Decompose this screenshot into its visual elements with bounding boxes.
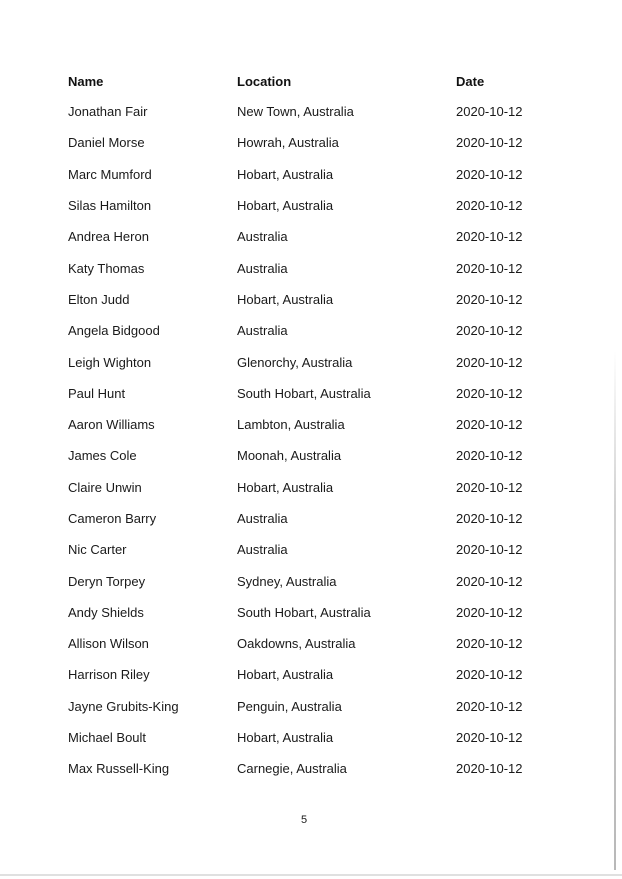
- table-row: [60, 190, 564, 221]
- scan-shadow-edge: [614, 350, 616, 870]
- cell-name: Andy Shields: [68, 604, 144, 620]
- cell-date: 2020-10-12: [456, 636, 523, 652]
- cell-location: Oakdowns, Australia: [237, 636, 356, 652]
- cell-location: Moonah, Australia: [237, 448, 342, 464]
- cell-location: Australia: [237, 260, 288, 276]
- table-row: [60, 96, 564, 127]
- cell-date: 2020-10-12: [456, 698, 523, 714]
- table-row: [60, 503, 564, 534]
- table-row: [60, 597, 564, 628]
- header-name: Name: [68, 73, 104, 89]
- scan-shadow-bottom: [0, 874, 622, 876]
- cell-name: Michael Boult: [68, 730, 147, 746]
- cell-name: Max Russell-King: [68, 761, 170, 777]
- cell-location: Hobart, Australia: [237, 479, 334, 495]
- cell-location: Australia: [237, 229, 288, 245]
- cell-name: James Cole: [68, 448, 137, 464]
- cell-name: Elton Judd: [68, 291, 130, 307]
- cell-name: Andrea Heron: [68, 229, 149, 245]
- cell-location: Carnegie, Australia: [237, 761, 347, 777]
- table-row: [60, 221, 564, 252]
- signatories-table: [60, 66, 564, 785]
- cell-name: Deryn Torpey: [68, 573, 146, 589]
- cell-date: 2020-10-12: [456, 291, 523, 307]
- page-number: 5: [300, 814, 308, 826]
- cell-location: Hobart, Australia: [237, 667, 334, 683]
- cell-location: New Town, Australia: [237, 104, 354, 120]
- table-row: [60, 628, 564, 659]
- table-row: [60, 346, 564, 377]
- table-row: [60, 159, 564, 190]
- cell-name: Nic Carter: [68, 542, 127, 558]
- header-date: Date: [456, 73, 485, 89]
- cell-date: 2020-10-12: [456, 511, 523, 526]
- cell-name: Marc Mumford: [68, 166, 152, 182]
- cell-name: Allison Wilson: [68, 636, 149, 652]
- cell-date: 2020-10-12: [456, 573, 523, 589]
- table-row: [60, 315, 564, 346]
- cell-name: Paul Hunt: [68, 385, 126, 401]
- cell-location: Penguin, Australia: [237, 698, 342, 714]
- cell-name: Cameron Barry: [68, 511, 157, 526]
- cell-name: Claire Unwin: [68, 479, 142, 495]
- cell-date: 2020-10-12: [456, 229, 523, 245]
- cell-location: Hobart, Australia: [237, 730, 334, 746]
- cell-date: 2020-10-12: [456, 198, 523, 214]
- cell-date: 2020-10-12: [456, 166, 523, 182]
- cell-location: Glenorchy, Australia: [237, 354, 353, 370]
- cell-location: South Hobart, Australia: [237, 385, 371, 401]
- cell-location: Howrah, Australia: [237, 135, 339, 151]
- cell-location: Hobart, Australia: [237, 166, 334, 182]
- table-row: [60, 722, 564, 753]
- cell-location: Australia: [237, 542, 288, 558]
- table-row: [60, 127, 564, 158]
- table-row: [60, 440, 564, 471]
- table-row: [60, 534, 564, 565]
- table-row: [60, 659, 564, 690]
- cell-date: 2020-10-12: [456, 730, 523, 746]
- table-body: [60, 96, 564, 785]
- cell-date: 2020-10-12: [456, 135, 523, 151]
- cell-name: Silas Hamilton: [68, 198, 152, 214]
- table-row: [60, 565, 564, 596]
- cell-name: Katy Thomas: [68, 260, 145, 276]
- table-row: [60, 691, 564, 722]
- cell-name: Leigh Wighton: [68, 354, 152, 370]
- cell-date: 2020-10-12: [456, 260, 523, 276]
- cell-name: Jayne Grubits-King: [68, 698, 179, 714]
- cell-name: Jonathan Fair: [68, 104, 148, 120]
- cell-location: Australia: [237, 511, 288, 526]
- cell-location: Lambton, Australia: [237, 417, 345, 433]
- table-row: [60, 284, 564, 315]
- cell-name: Angela Bidgood: [68, 323, 160, 339]
- header-location: Location: [237, 73, 292, 89]
- cell-name: Daniel Morse: [68, 135, 145, 151]
- cell-date: 2020-10-12: [456, 761, 523, 777]
- cell-date: 2020-10-12: [456, 323, 523, 339]
- cell-name: Harrison Riley: [68, 667, 150, 683]
- table-row: [60, 378, 564, 409]
- cell-date: 2020-10-12: [456, 542, 523, 558]
- table-header-row: [60, 66, 564, 96]
- cell-location: South Hobart, Australia: [237, 604, 371, 620]
- cell-date: 2020-10-12: [456, 448, 523, 464]
- cell-date: 2020-10-12: [456, 417, 523, 433]
- table-row: [60, 252, 564, 283]
- cell-date: 2020-10-12: [456, 104, 523, 120]
- cell-date: 2020-10-12: [456, 667, 523, 683]
- cell-date: 2020-10-12: [456, 604, 523, 620]
- cell-location: Hobart, Australia: [237, 291, 334, 307]
- cell-location: Australia: [237, 323, 288, 339]
- cell-name: Aaron Williams: [68, 417, 155, 433]
- table-row: [60, 409, 564, 440]
- cell-date: 2020-10-12: [456, 354, 523, 370]
- cell-date: 2020-10-12: [456, 479, 523, 495]
- table-row: [60, 472, 564, 503]
- table-row: [60, 753, 564, 784]
- cell-location: Sydney, Australia: [237, 573, 337, 589]
- cell-location: Hobart, Australia: [237, 198, 334, 214]
- cell-date: 2020-10-12: [456, 385, 523, 401]
